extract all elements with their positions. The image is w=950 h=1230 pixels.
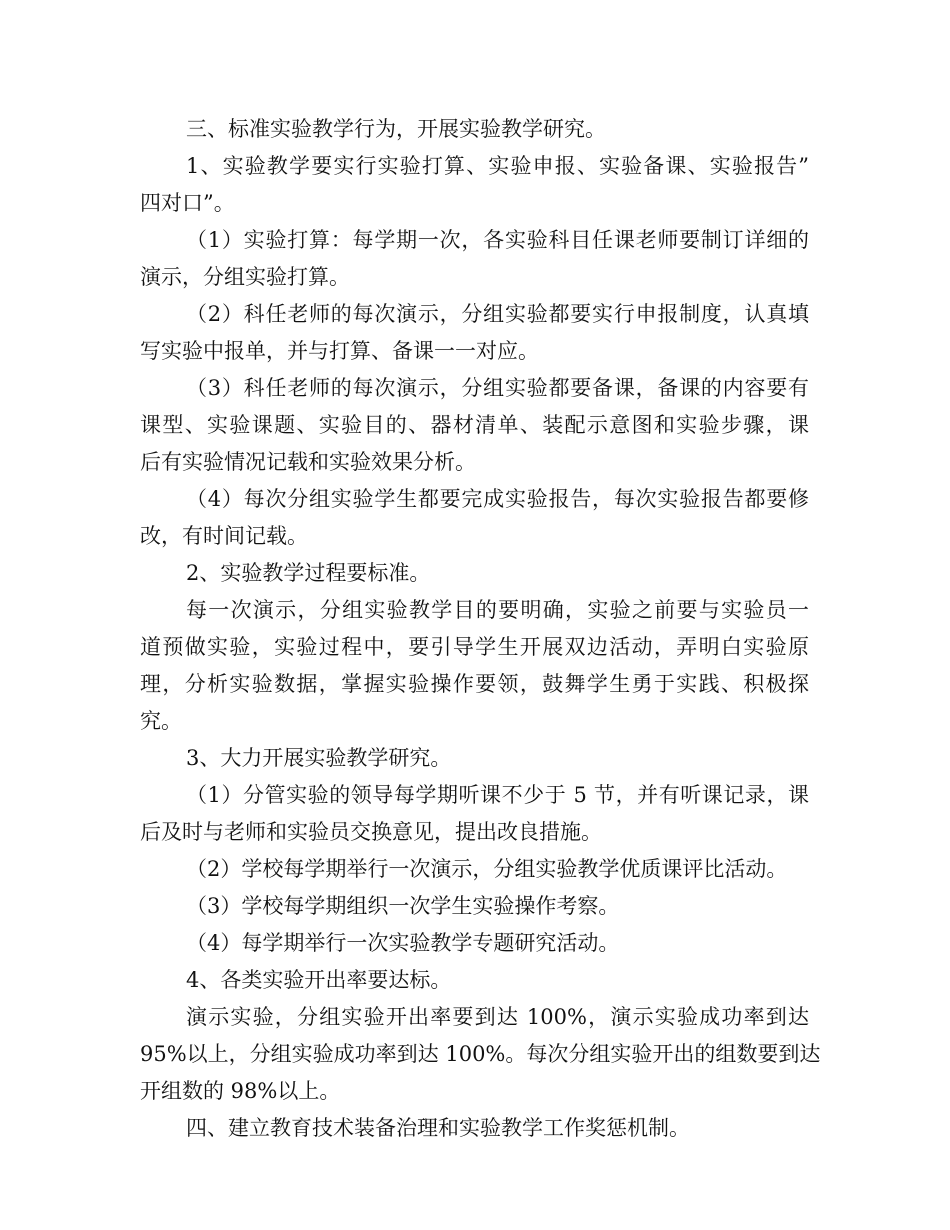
paragraph-line: （4）每学期举行一次实验教学专题研究活动。 xyxy=(186,931,620,955)
paragraph-line: 95%以上，分组实验成功率到达 100%。每次分组实验开出的组数要到达 xyxy=(140,1042,821,1066)
paragraph-line: 究。 xyxy=(140,709,182,733)
paragraph-line: 后有实验情况记载和实验效果分析。 xyxy=(140,450,476,474)
section-heading-4: 四、建立教育技术装备治理和实验教学工作奖惩机制。 xyxy=(186,1116,690,1140)
item-4-heading: 4、各类实验开出率要达标。 xyxy=(186,968,452,992)
paragraph-line: （4）每次分组实验学生都要完成实验报告，每次实验报告都要修 xyxy=(186,487,809,511)
paragraph-line: （3）科任老师的每次演示，分组实验都要备课，备课的内容要有 xyxy=(186,376,809,400)
item-1-heading-cont: 四对口”。 xyxy=(140,191,235,215)
paragraph-line: 课型、实验课题、实验目的、器材清单、装配示意图和实验步骤，课 xyxy=(140,413,809,437)
paragraph-line: （3）学校每学期组织一次学生实验操作考察。 xyxy=(186,894,620,918)
paragraph-line: （1）分管实验的领导每学期听课不少于 5 节，并有听课记录，课 xyxy=(186,783,809,807)
paragraph-line: 写实验中报单，并与打算、备课一一对应。 xyxy=(140,339,539,363)
paragraph-line: （1）实验打算：每学期一次，各实验科目任课老师要制订详细的 xyxy=(186,228,809,252)
item-1-heading: 1、实验教学要实行实验打算、实验申报、实验备课、实验报告” xyxy=(186,154,809,178)
paragraph-line: 演示，分组实验打算。 xyxy=(140,265,350,289)
paragraph-line: 理，分析实验数据，掌握实验操作要领，鼓舞学生勇于实践、积极探 xyxy=(140,672,809,696)
paragraph-line: （2）学校每学期举行一次演示，分组实验教学优质课评比活动。 xyxy=(186,857,788,881)
paragraph-line: 每一次演示，分组实验教学目的要明确，实验之前要与实验员一 xyxy=(186,598,809,622)
paragraph-line: 开组数的 98%以上。 xyxy=(140,1079,341,1103)
paragraph-line: （2）科任老师的每次演示，分组实验都要实行申报制度，认真填 xyxy=(186,302,809,326)
item-3-heading: 3、大力开展实验教学研究。 xyxy=(186,746,452,770)
paragraph-line: 演示实验，分组实验开出率要到达 100%，演示实验成功率到达 xyxy=(186,1005,809,1029)
paragraph-line: 改，有时间记载。 xyxy=(140,524,308,548)
paragraph-line: 后及时与老师和实验员交换意见，提出改良措施。 xyxy=(140,820,602,844)
item-2-heading: 2、实验教学过程要标准。 xyxy=(186,561,431,585)
section-heading-3: 三、标准实验教学行为，开展实验教学研究。 xyxy=(186,117,606,141)
paragraph-line: 道预做实验，实验过程中，要引导学生开展双边活动，弄明白实验原 xyxy=(140,635,809,659)
